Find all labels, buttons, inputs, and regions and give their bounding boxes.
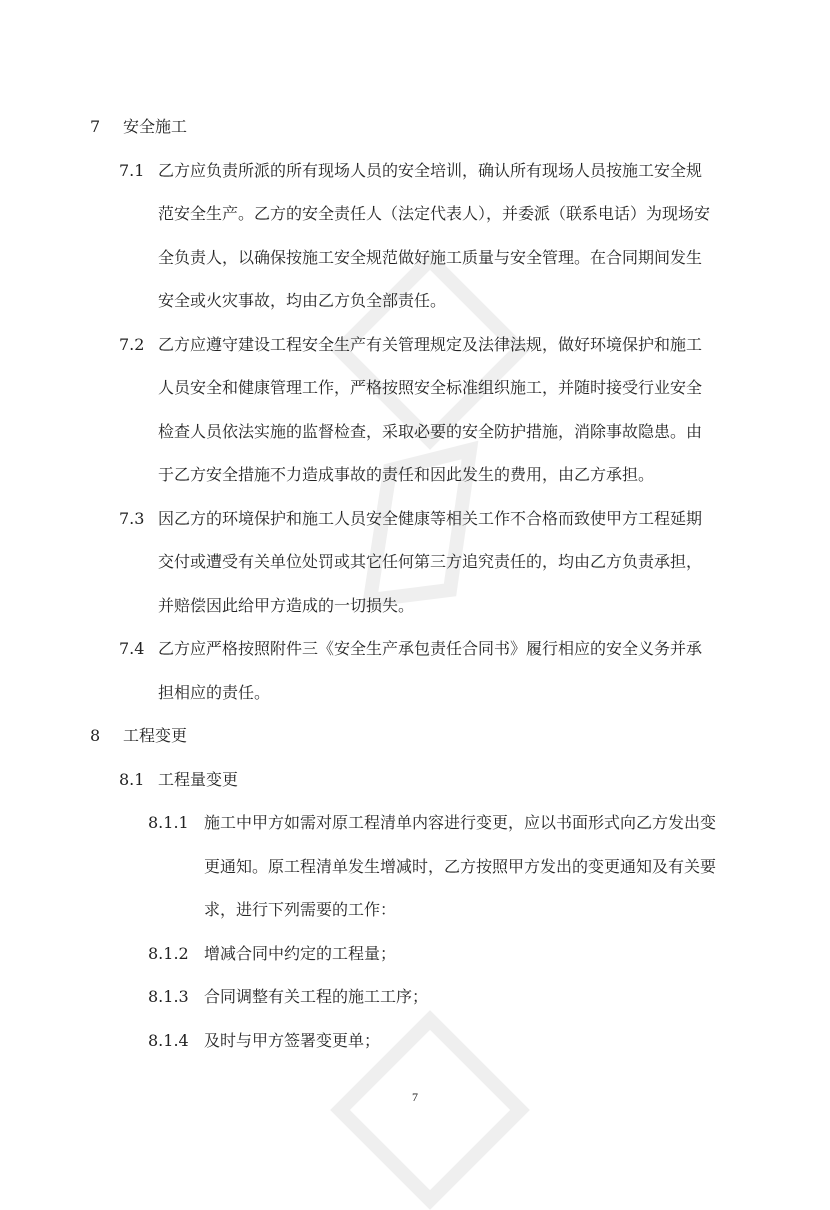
clause-text: 担相应的责任。 <box>158 682 271 702</box>
document-body <box>0 105 830 1062</box>
clause-number: 7.3 <box>119 508 145 528</box>
paragraph-first-line <box>0 627 830 671</box>
paragraph-first-line <box>0 801 830 845</box>
page-number: 7 <box>412 1090 418 1104</box>
clause-text: 乙方应严格按照附件三《安全生产承包责任合同书》履行相应的安全义务并承 <box>158 639 703 658</box>
clause-text: 安全或火灾事故，均由乙方负全部责任。 <box>158 291 447 310</box>
paragraph-first-line <box>0 105 830 149</box>
paragraph-first-line <box>0 1019 830 1063</box>
paragraph-line <box>0 888 830 932</box>
paragraph-line <box>0 366 830 410</box>
clause-number: 8 <box>90 726 101 745</box>
clause-number: 8.1.2 <box>148 943 189 963</box>
clause-text: 更通知。原工程清单发生增减时，乙方按照甲方发出的变更通知及有关要 <box>204 856 717 876</box>
clause-text: 求，进行下列需要的工作： <box>204 900 397 919</box>
paragraph-line <box>0 845 830 889</box>
clause-number: 7.2 <box>119 334 145 354</box>
paragraph-line <box>0 236 830 280</box>
clause-text: 因乙方的环境保护和施工人员安全健康等相关工作不合格而致使甲方工程延期 <box>158 508 703 528</box>
clause-text: 检查人员依法实施的监督检查，采取必要的安全防护措施，消除事故隐患。由 <box>158 421 703 441</box>
paragraph-line <box>0 584 830 628</box>
clause-text: 于乙方安全措施不力造成事故的责任和因此发生的费用，由乙方承担。 <box>158 465 655 484</box>
clause-text: 交付或遭受有关单位处罚或其它任何第三方追究责任的，均由乙方负责承担， <box>158 552 703 571</box>
clause-text: 及时与甲方签署变更单； <box>204 1030 381 1050</box>
clause-text: 全负责人，以确保按施工安全规范做好施工质量与安全管理。在合同期间发生 <box>158 247 703 267</box>
paragraph-first-line <box>0 714 830 758</box>
clause-text: 乙方应负责所派的所有现场人员的安全培训，确认所有现场人员按施工安全规 <box>158 160 703 180</box>
paragraph-first-line <box>0 323 830 367</box>
paragraph-first-line <box>0 497 830 541</box>
clause-text: 合同调整有关工程的施工工序； <box>204 987 429 1006</box>
paragraph-line <box>0 540 830 584</box>
paragraph-first-line <box>0 975 830 1019</box>
clause-text: 并赔偿因此给甲方造成的一切损失。 <box>158 595 415 615</box>
paragraph-line <box>0 453 830 497</box>
section-heading: 工程变更 <box>123 726 188 745</box>
clause-text: 施工中甲方如需对原工程清单内容进行变更，应以书面形式向乙方发出变 <box>204 813 717 832</box>
paragraph-first-line <box>0 758 830 802</box>
clause-number: 7.1 <box>119 160 145 180</box>
clause-number: 8.1.4 <box>148 1030 189 1050</box>
section-heading: 安全施工 <box>123 117 188 136</box>
paragraph-line <box>0 279 830 323</box>
clause-number: 8.1.3 <box>148 987 189 1006</box>
clause-number: 8.1 <box>119 769 145 789</box>
clause-text: 乙方应遵守建设工程安全生产有关管理规定及法律法规，做好环境保护和施工 <box>158 334 703 354</box>
clause-text: 范安全生产。乙方的安全责任人（法定代表人），并委派（联系电话）为现场安 <box>158 204 711 223</box>
clause-number: 7 <box>90 117 101 136</box>
paragraph-line <box>0 671 830 715</box>
clause-number: 7.4 <box>119 639 145 658</box>
paragraph-line <box>0 192 830 236</box>
paragraph-first-line <box>0 149 830 193</box>
clause-number: 8.1.1 <box>148 813 189 832</box>
paragraph-first-line <box>0 932 830 976</box>
clause-text: 增减合同中约定的工程量； <box>204 943 397 963</box>
clause-text: 人员安全和健康管理工作，严格按照安全标准组织施工，并随时接受行业安全 <box>158 378 703 397</box>
clause-text: 工程量变更 <box>158 769 239 789</box>
paragraph-line <box>0 410 830 454</box>
